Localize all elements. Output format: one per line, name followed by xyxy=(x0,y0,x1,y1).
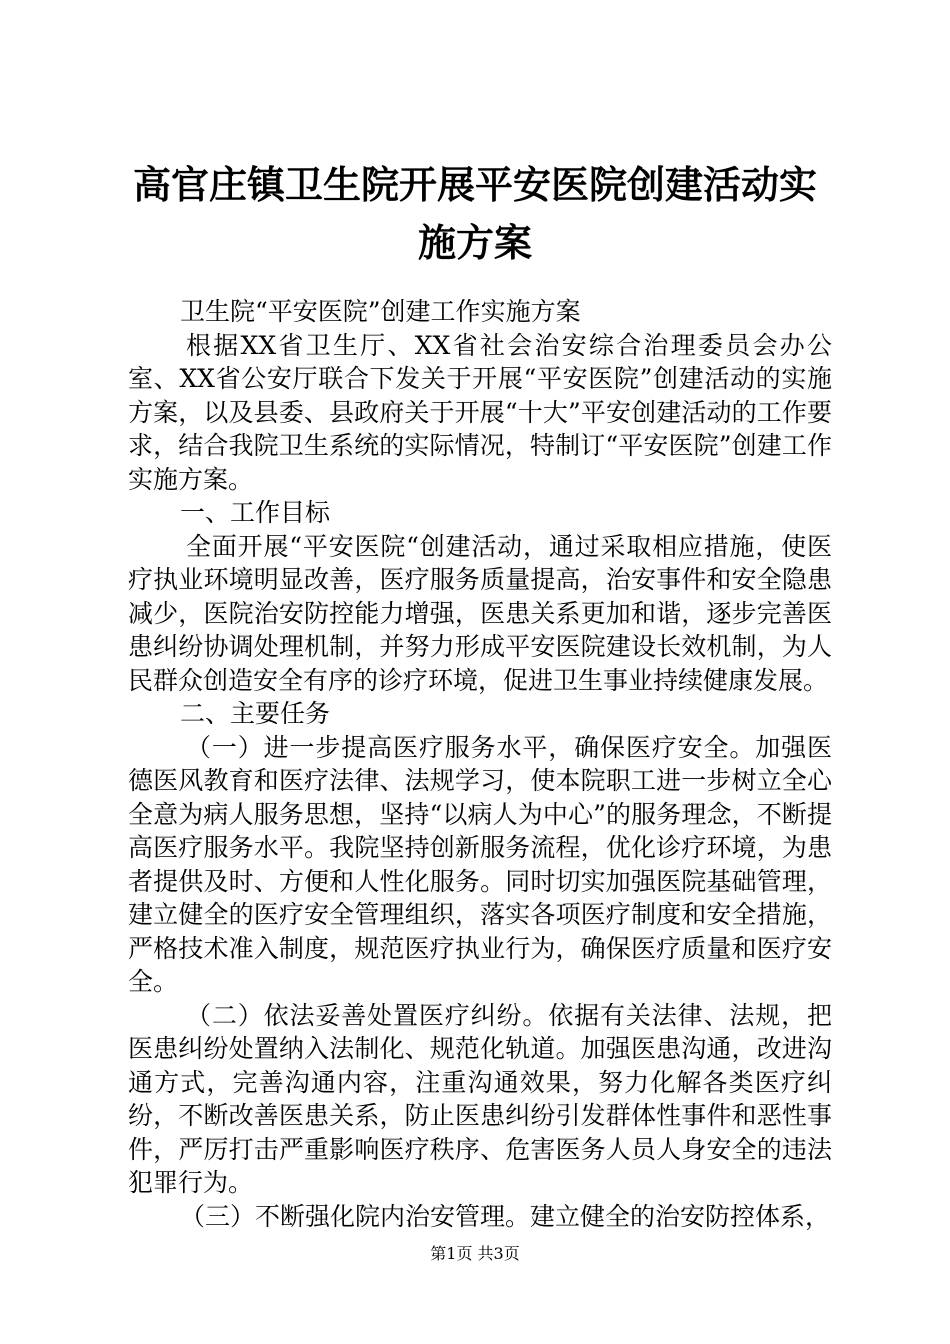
task-paragraph-2: （二）依法妥善处置医疗纠纷。依据有关法律、法规，把医患纠纷处置纳入法制化、规范化轨道。加强医患沟通，改进沟通方式，完善沟通内容，注重沟通效果，努力化解各类医疗纠纷，不断改善医患关系，防止医患纠纷引发群体性事件和恶性事件，严厉打击严重影响医疗秩序、危害医务人员人身安全的违法犯罪行为。 xyxy=(128,1000,832,1197)
task-paragraph-3: （三）不断强化院内治安管理。建立健全的治安防控体系， xyxy=(180,1201,831,1231)
document-title: 高官庄镇卫生院开展平安医院创建活动实施方案 xyxy=(132,163,817,265)
document-body xyxy=(128,295,832,1233)
goals-paragraph: 全面开展“平安医院“创建活动，通过采取相应措施，使医疗执业环境明显改善，医疗服务质量提高，治安事件和安全隐患减少，医院治安防控能力增强，医患关系更加和谐，逐步完善医患纠纷协调处理机制，并努力形成平安医院建设长效机制，为人民群众创造安全有序的诊疗环境，促进卫生事业持续健康发展。 xyxy=(128,531,832,695)
page-number-footer: 第1页 共3页 xyxy=(430,1244,520,1263)
subtitle-paragraph: 卫生院“平安医院”创建工作实施方案 xyxy=(180,297,581,326)
task-paragraph-1: （一）进一步提高医疗服务水平，确保医疗安全。加强医德医风教育和医疗法律、法规学习，使本院职工进一步树立全心全意为病人服务思想，坚持“以病人为中心”的服务理念，不断提高医疗服务水平。我院坚持创新服务流程，优化诊疗环境，为患者提供及时、方便和人性化服务。同时切实加强医院基础管理，建立健全的医疗安全管理组织，落实各项医疗制度和安全措施，严格技术准入制度，规范医疗执业行为，确保医疗质量和医疗安全。 xyxy=(128,732,832,996)
section-heading-tasks: 二、主要任务 xyxy=(180,699,331,728)
intro-paragraph: 根据XX省卫生厅、XX省社会治安综合治理委员会办公室、XX省公安厅联合下发关于开展“平安医院”创建活动的实施方案，以及县委、县政府关于开展“十大”平安创建活动的工作要求，结合我院卫生系统的实际情况，特制订“平安医院”创建工作实施方案。 xyxy=(128,330,832,494)
section-heading-goals: 一、工作目标 xyxy=(180,498,331,527)
